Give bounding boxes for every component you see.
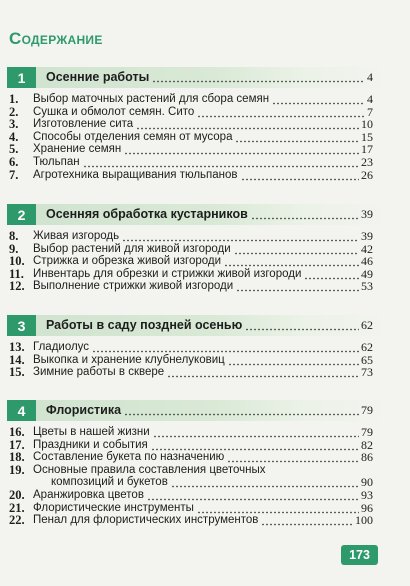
page-title: Содержание [9, 29, 103, 48]
item-page-number: 79 [361, 425, 373, 439]
section-number-badge: 1 [7, 67, 36, 88]
item-page-number: 7 [367, 104, 373, 119]
item-number: 4. [9, 129, 19, 144]
dot-leader [251, 210, 359, 220]
item-number: 8. [9, 229, 19, 243]
item-title: Зимние работы в сквере [33, 366, 165, 379]
dot-leader [122, 232, 359, 242]
dot-leader [304, 270, 359, 280]
dot-leader [124, 406, 359, 416]
section-title: Осенняя обработка кустарников [46, 207, 248, 221]
item-page-number: 23 [361, 155, 373, 169]
item-page-number: 15 [361, 129, 373, 144]
dot-leader [272, 95, 365, 105]
item-title: Агротехника выращивания тюльпанов [33, 168, 238, 181]
item-page-number: 46 [361, 254, 373, 269]
item-page-number: 53 [361, 279, 373, 294]
dot-leader [147, 491, 359, 501]
item-number: 6. [9, 155, 19, 169]
item-page-number: 62 [361, 340, 373, 354]
dot-leader [197, 504, 359, 514]
dot-leader [152, 73, 365, 83]
item-page-number: 100 [355, 513, 373, 528]
item-page-number: 93 [361, 488, 373, 502]
section-page-number: 62 [361, 318, 373, 332]
item-page-number: 49 [361, 266, 373, 281]
item-number: 21. [9, 500, 25, 515]
item-page-number: 10 [361, 117, 373, 132]
toc-item[interactable] [0, 365, 410, 379]
dot-leader [197, 108, 365, 118]
item-number: 3. [9, 117, 19, 132]
item-title: Праздники и события [33, 438, 148, 451]
item-title: Выкопка и хранение клубнелуковиц [33, 353, 225, 366]
item-title: Хранение семян [33, 143, 122, 156]
item-title: Способы отделения семян от мусора [33, 130, 233, 143]
item-number: 12. [9, 279, 25, 294]
item-page-number: 42 [361, 241, 373, 256]
item-number: 11. [9, 266, 24, 281]
item-number: 2. [9, 104, 19, 119]
dot-leader [171, 478, 359, 488]
item-page-number: 86 [361, 450, 373, 465]
dot-leader [227, 453, 359, 463]
item-page-number: 82 [361, 437, 373, 452]
item-page-number: 39 [361, 229, 373, 243]
dot-leader [261, 516, 353, 526]
item-number: 22. [9, 513, 25, 528]
item-number: 10. [9, 254, 25, 269]
section-number-badge: 3 [7, 315, 36, 336]
dot-leader [235, 133, 359, 143]
dot-leader [234, 245, 359, 255]
item-page-number: 26 [361, 167, 373, 182]
item-number: 7. [9, 167, 19, 182]
item-title: Флористические инструменты [33, 501, 194, 514]
section-header-row[interactable] [0, 318, 410, 332]
item-number: 5. [9, 142, 19, 157]
item-number: 14. [9, 352, 25, 367]
item-number: 1. [9, 92, 19, 106]
item-number: 17. [9, 437, 25, 452]
item-title: Составление букета по назначению [33, 451, 225, 464]
item-title: Выбор растений для живой изгороди [33, 242, 231, 255]
item-page-number: 96 [361, 500, 373, 515]
section-page-number: 79 [361, 403, 373, 417]
item-title: Выбор маточных растений для сбора семян [33, 93, 270, 105]
toc-item[interactable] [0, 513, 410, 527]
item-title: Основные правила составления цветочных [33, 463, 266, 476]
item-page-number: 90 [361, 475, 373, 490]
item-title: Гладиолус [33, 341, 90, 353]
item-number: 20. [9, 488, 25, 502]
item-title: Сушка и обмолот семян. Сито [33, 105, 195, 118]
dot-leader [92, 343, 359, 353]
item-page-number: 17 [361, 142, 373, 157]
item-title: Изготовление сита [33, 118, 134, 131]
item-title: Аранжировка цветов [33, 489, 144, 501]
dot-leader [124, 145, 359, 155]
dot-leader [241, 171, 359, 181]
item-title: Живая изгородь [33, 230, 120, 242]
section-page-number: 4 [367, 70, 373, 84]
item-number: 9. [9, 241, 19, 256]
toc-item[interactable] [0, 279, 410, 293]
section-title: Осенние работы [46, 70, 150, 84]
item-title: Цветы в нашей жизни [33, 426, 150, 438]
dot-leader [136, 120, 359, 130]
section-header-row[interactable] [0, 207, 410, 221]
section-title: Флористика [46, 403, 122, 417]
section-number-badge: 2 [7, 204, 36, 225]
dot-leader [228, 356, 359, 366]
item-title: Выполнение стрижки живой изгороди [33, 280, 234, 293]
section-page-number: 39 [361, 207, 373, 221]
dot-leader [224, 257, 359, 267]
item-page-number: 65 [361, 352, 373, 367]
item-title: Инвентарь для обрезки и стрижки живой изгороди [33, 267, 302, 280]
dot-leader [167, 368, 359, 378]
dot-leader [153, 428, 359, 438]
dot-leader [245, 321, 359, 331]
dot-leader [151, 441, 359, 451]
item-number: 13. [9, 340, 25, 354]
item-number: 15. [9, 365, 25, 380]
section-header-row[interactable] [0, 70, 410, 84]
section-header-row[interactable] [0, 403, 410, 417]
item-title-line2: композиций и букетов [51, 476, 168, 489]
item-title: Пенал для флористических инструментов [33, 514, 259, 527]
dot-leader [236, 282, 359, 292]
item-number: 19. [9, 462, 25, 477]
page-number-badge: 173 [341, 545, 378, 565]
item-number: 16. [9, 425, 25, 439]
section-title: Работы в саду поздней осенью [46, 318, 243, 332]
item-page-number: 73 [361, 365, 373, 380]
item-number: 18. [9, 450, 25, 465]
dot-leader [83, 158, 359, 168]
toc-item[interactable] [0, 168, 410, 182]
item-title: Стрижка и обрезка живой изгороди [33, 255, 222, 268]
section-number-badge: 4 [7, 400, 36, 421]
item-title: Тюльпан [33, 156, 80, 168]
item-page-number: 4 [367, 92, 373, 106]
